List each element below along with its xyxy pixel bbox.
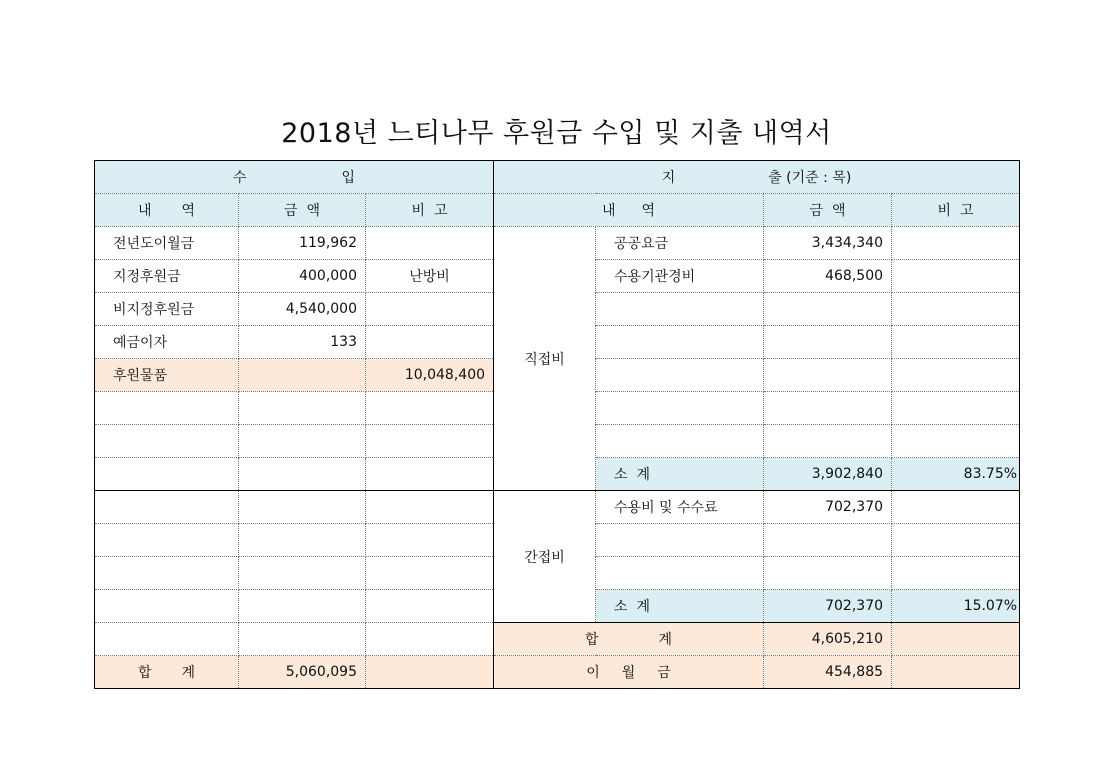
income-amount xyxy=(239,590,366,623)
expense-amount xyxy=(764,425,892,458)
income-amount: 133 xyxy=(239,326,366,359)
direct-subtotal-pct: 83.75% xyxy=(892,458,1020,491)
indirect-subtotal-amount: 702,370 xyxy=(764,590,892,623)
carryover-note xyxy=(892,656,1020,689)
expense-total-note xyxy=(892,623,1020,656)
income-amount xyxy=(239,557,366,590)
income-note xyxy=(366,491,494,524)
expense-note xyxy=(892,491,1020,524)
income-item xyxy=(95,623,239,656)
income-total-label: 합 계 xyxy=(95,656,239,689)
income-amount xyxy=(239,359,366,392)
expense-note xyxy=(892,557,1020,590)
income-note xyxy=(366,227,494,260)
income-note: 10,048,400 xyxy=(366,359,494,392)
expense-amount xyxy=(764,392,892,425)
expense-total-amount: 4,605,210 xyxy=(764,623,892,656)
income-label-b: 입 xyxy=(341,170,355,186)
income-note xyxy=(366,557,494,590)
income-item xyxy=(95,392,239,425)
income-item: 후원물품 xyxy=(95,359,239,392)
income-note xyxy=(366,458,494,491)
income-item: 지정후원금 xyxy=(95,260,239,293)
income-note xyxy=(366,425,494,458)
expense-amount: 702,370 xyxy=(764,491,892,524)
expense-note xyxy=(892,293,1020,326)
income-item: 전년도이월금 xyxy=(95,227,239,260)
expense-amount xyxy=(764,359,892,392)
expense-amount xyxy=(764,293,892,326)
table-row xyxy=(95,656,1020,689)
income-amount: 400,000 xyxy=(239,260,366,293)
income-col-item: 내 역 xyxy=(95,194,239,227)
expense-label-a: 지 xyxy=(661,170,676,186)
expense-item xyxy=(596,293,764,326)
income-amount: 4,540,000 xyxy=(239,293,366,326)
income-item xyxy=(95,425,239,458)
income-note xyxy=(366,524,494,557)
expense-col-note: 비 고 xyxy=(892,194,1020,227)
income-note: 난방비 xyxy=(366,260,494,293)
expense-note xyxy=(892,260,1020,293)
expense-item xyxy=(596,392,764,425)
expense-amount xyxy=(764,557,892,590)
expense-amount xyxy=(764,524,892,557)
income-col-note: 비 고 xyxy=(366,194,494,227)
expense-note xyxy=(892,227,1020,260)
expense-total-label: 합 계 xyxy=(494,623,764,656)
income-amount xyxy=(239,425,366,458)
expense-item: 공공요금 xyxy=(596,227,764,260)
expense-note xyxy=(892,524,1020,557)
income-item: 비지정후원금 xyxy=(95,293,239,326)
income-item: 예금이자 xyxy=(95,326,239,359)
carryover-amount: 454,885 xyxy=(764,656,892,689)
table-row xyxy=(95,227,1020,260)
income-note xyxy=(366,293,494,326)
direct-subtotal-amount: 3,902,840 xyxy=(764,458,892,491)
income-note xyxy=(366,326,494,359)
table-row xyxy=(95,491,1020,524)
direct-subtotal-label: 소 계 xyxy=(596,458,764,491)
expense-item xyxy=(596,359,764,392)
indirect-subtotal-pct: 15.07% xyxy=(892,590,1020,623)
expense-item xyxy=(596,557,764,590)
expense-note xyxy=(892,425,1020,458)
expense-label-b: 출 (기준 : 목) xyxy=(768,170,852,186)
expense-col-amount: 금 액 xyxy=(764,194,892,227)
indirect-subtotal-label: 소 계 xyxy=(596,590,764,623)
expense-item xyxy=(596,524,764,557)
income-col-amount: 금 액 xyxy=(239,194,366,227)
expense-note xyxy=(892,326,1020,359)
expense-item: 수용비 및 수수료 xyxy=(596,491,764,524)
income-amount xyxy=(239,392,366,425)
table-row xyxy=(95,623,1020,656)
income-amount xyxy=(239,491,366,524)
income-amount: 119,962 xyxy=(239,227,366,260)
income-amount xyxy=(239,623,366,656)
expense-amount xyxy=(764,326,892,359)
expense-item xyxy=(596,326,764,359)
expense-col-item: 내 역 xyxy=(494,194,764,227)
income-section-header xyxy=(95,161,494,194)
income-amount xyxy=(239,524,366,557)
income-item xyxy=(95,557,239,590)
expense-note xyxy=(892,359,1020,392)
income-label-a: 수 xyxy=(233,170,247,186)
income-note xyxy=(366,623,494,656)
expense-amount: 468,500 xyxy=(764,260,892,293)
income-note xyxy=(366,590,494,623)
income-amount xyxy=(239,458,366,491)
income-note xyxy=(366,392,494,425)
expense-item xyxy=(596,425,764,458)
income-total-note xyxy=(366,656,494,689)
expense-amount: 3,434,340 xyxy=(764,227,892,260)
carryover-label: 이 월 금 xyxy=(494,656,764,689)
page-title: 2018년 느티나무 후원금 수입 및 지출 내역서 xyxy=(281,118,832,149)
expense-section-header xyxy=(494,161,1020,194)
ledger-table xyxy=(94,160,1020,689)
income-total-amount: 5,060,095 xyxy=(239,656,366,689)
income-item xyxy=(95,590,239,623)
expense-note xyxy=(892,392,1020,425)
direct-cost-group: 직접비 xyxy=(494,227,596,491)
expense-item: 수용기관경비 xyxy=(596,260,764,293)
indirect-cost-group: 간접비 xyxy=(494,491,596,623)
income-item xyxy=(95,491,239,524)
income-item xyxy=(95,458,239,491)
income-item xyxy=(95,524,239,557)
